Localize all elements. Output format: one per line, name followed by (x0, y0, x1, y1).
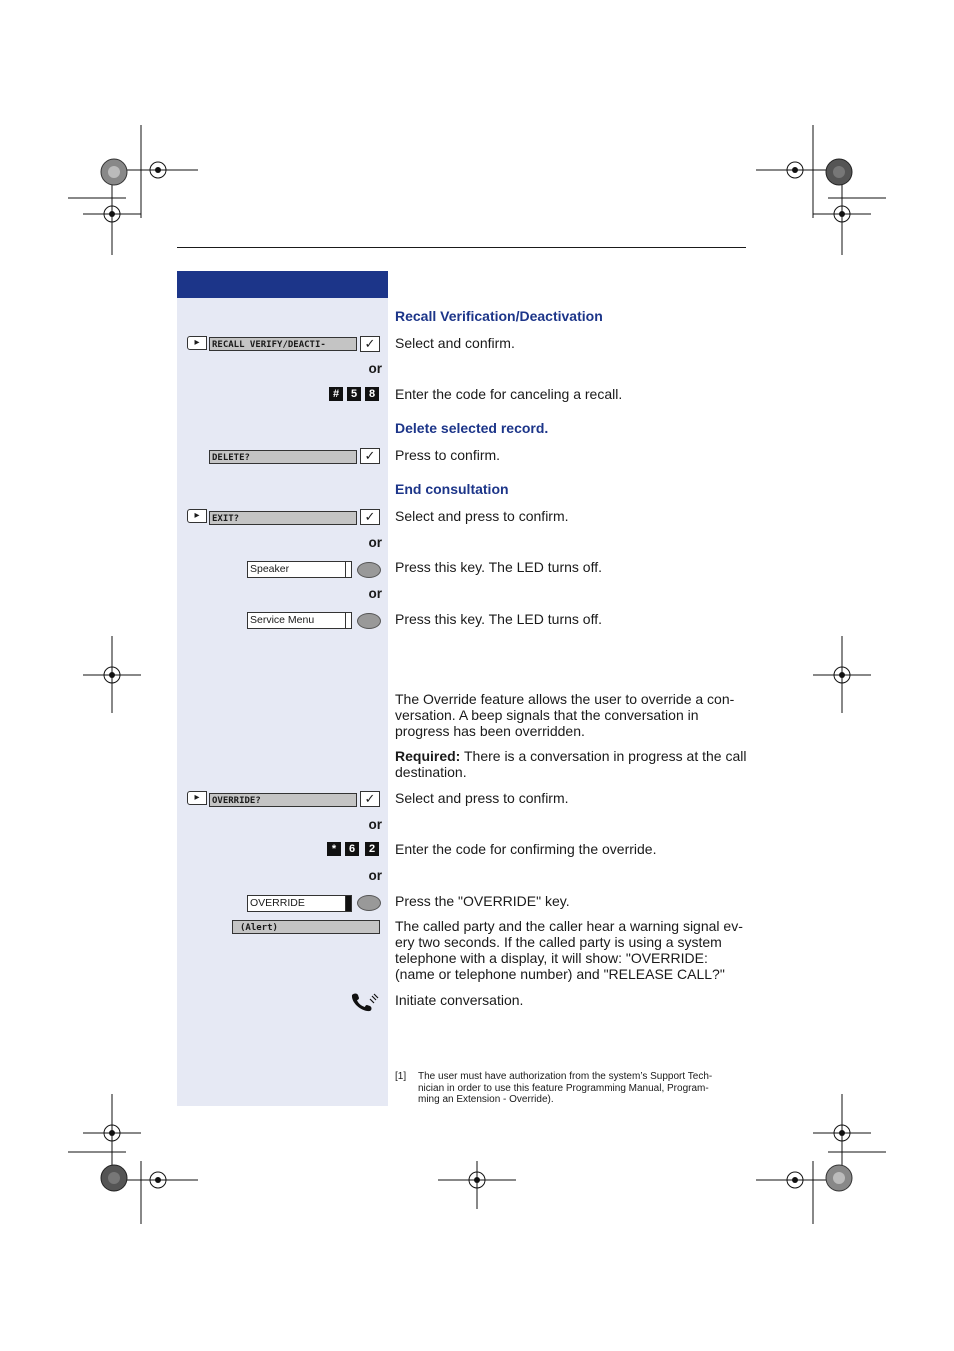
led-icon (357, 562, 381, 578)
required-text: There is a conversation in progress at the call destination. (395, 748, 747, 780)
key-2[interactable]: 2 (365, 842, 379, 856)
initiate-text: Initiate conversation. (395, 992, 524, 1008)
key-hash[interactable]: # (329, 387, 343, 401)
arrow-right-icon[interactable]: ▸ (187, 509, 207, 523)
footnote-number: [1] (395, 1071, 407, 1082)
or-label: or (368, 535, 382, 550)
header-bar (177, 271, 388, 298)
display-recall-verify[interactable]: RECALL VERIFY/DEACTI- (209, 337, 357, 351)
end-select-text: Select and press to confirm. (395, 508, 569, 524)
service-menu-key[interactable]: Service Menu (247, 612, 347, 629)
end-heading: End consultation (395, 481, 509, 497)
override-code-text: Enter the code for confirming the override. (395, 841, 657, 857)
handset-icon (350, 992, 380, 1012)
key-6[interactable]: 6 (345, 842, 359, 856)
checkmark-icon[interactable]: ✓ (360, 791, 380, 807)
top-rule (177, 247, 746, 248)
display-alert: (Alert) (232, 920, 380, 934)
override-key[interactable]: OVERRIDE (247, 895, 347, 912)
service-menu-text: Press this key. The LED turns off. (395, 611, 602, 627)
key-tab (345, 561, 352, 578)
override-select-text: Select and press to confirm. (395, 790, 569, 806)
required-label: Required: (395, 748, 461, 764)
recall-code-text: Enter the code for canceling a recall. (395, 386, 623, 402)
checkmark-icon[interactable]: ✓ (360, 448, 380, 464)
checkmark-icon[interactable]: ✓ (360, 336, 380, 352)
or-label: or (368, 586, 382, 601)
or-label: or (368, 817, 382, 832)
arrow-right-icon[interactable]: ▸ (187, 791, 207, 805)
sidebar (177, 298, 388, 1106)
key-tab (345, 612, 352, 629)
display-delete[interactable]: DELETE? (209, 450, 357, 464)
key-8[interactable]: 8 (365, 387, 379, 401)
key-tab-active (345, 895, 352, 912)
override-intro: The Override feature allows the user to override a con- versation. A beep signals that the conversation in progress has been overridden. (395, 691, 735, 739)
led-icon (357, 613, 381, 629)
footnote-text: The user must have authorization from the system’s Support Tech- nician in order to use this feature Programming Manual, Program- ming an Extension - Override). (418, 1071, 713, 1105)
or-label: or (368, 361, 382, 376)
speaker-text: Press this key. The LED turns off. (395, 559, 602, 575)
display-override[interactable]: OVERRIDE? (209, 793, 357, 807)
delete-heading: Delete selected record. (395, 420, 549, 436)
key-star[interactable]: * (327, 842, 341, 856)
alert-text: The called party and the caller hear a warning signal ev- ery two seconds. If the called party is using a system telephone with a display, it will show: "OVERRIDE: (name or telephone number) and "RELEASE CALL?" (395, 918, 743, 982)
recall-select-text: Select and confirm. (395, 335, 515, 351)
display-exit[interactable]: EXIT? (209, 511, 357, 525)
recall-heading: Recall Verification/Deactivation (395, 308, 603, 324)
key-5[interactable]: 5 (347, 387, 361, 401)
speaker-key[interactable]: Speaker (247, 561, 347, 578)
delete-confirm-text: Press to confirm. (395, 447, 501, 463)
override-required (395, 748, 750, 780)
override-key-text: Press the "OVERRIDE" key. (395, 893, 570, 909)
checkmark-icon[interactable]: ✓ (360, 509, 380, 525)
or-label: or (368, 868, 382, 883)
arrow-right-icon[interactable]: ▸ (187, 336, 207, 350)
led-icon (357, 895, 381, 911)
